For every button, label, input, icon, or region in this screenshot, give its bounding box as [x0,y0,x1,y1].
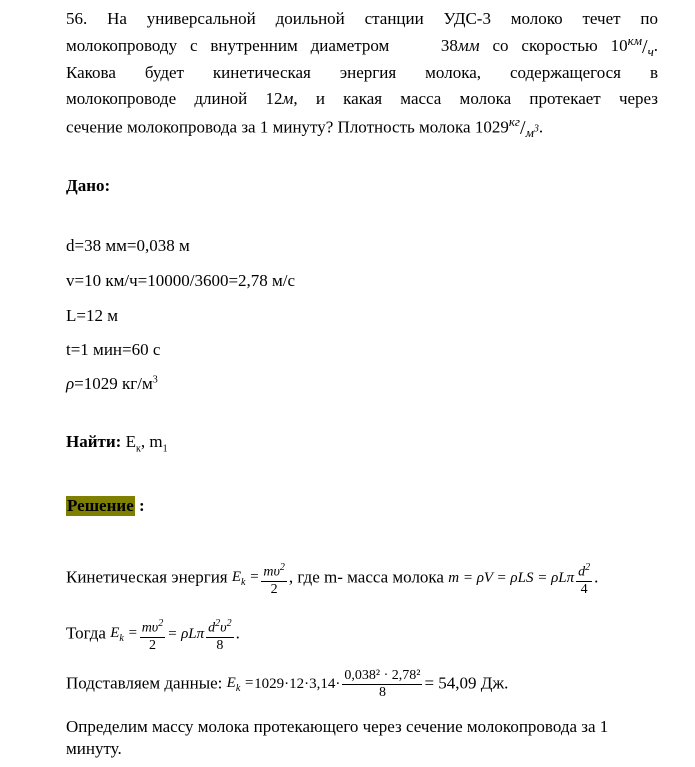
given-item: d=38 мм=0,038 м [66,236,190,255]
solution-heading: Решение [67,496,134,515]
given-item: v=10 км/ч=10000/3600=2,78 м/с [66,271,296,290]
problem-line-4: молокопроводе длиной 12м, и какая масса молока протекает через [66,89,659,108]
given-density: ρ=1029 $кг/м^3$ [66,374,158,393]
final-paragraph: Определим массу молока протекающего через сечение молокопровода за 1 минуту. [66,717,609,758]
then-line: Тогда $E_k$ = $\frac{m\upsilon^2}{2}$ = ρLπ $\frac{d^2\upsilon^2}{8}$ . [66,618,240,653]
document-page: 56. На универсальной доильной станции УДС-3 молоко течет по молокопроводу с внутренним диаметром 38мм со скоростью 10км/ч. Какова будет кинетическая энергия молока, содержащегося в молокопроводе длиной 12м, и какая масса молока протекает через сечение молокопровода за 1 минуту? Плотность молока $1029кг/м^3$. Дано: d=38 мм=0,038 м v=10 км/ч=10000/3600=2,78 м/с L=12 м t=1 мин=60 с ρ=1029 $кг/м^3$ Найти: $E_к$, $m_1$ Решение : Кинетическая энергия $E_k$ = $\frac{m\upsilon^2}{2}$ , где m- масса молока m = ρV = ρLS = ρLπ $\frac{d^2}{4}$ . Тогда $E_k$ = $\frac{m\upsilon^2}{2}$ = ρLπ $\frac{d^2\upsilon^2}{8}$ . Подставляем данные: $E_k =1029\cdot 12\cdot 3,14\cdot$ $\frac{\text{0,038² · 2,78²}}{8}$ = 54,09 Дж. Определим массу молока протекающего через сечение молокопровода за 1 минуту. [0,0,695,767]
kinetic-energy-line: Кинетическая энергия $E_k$ = $\frac{m\upsilon^2}{2}$ , где m- масса молока m = ρV = ρLS = ρLπ $\frac{d^2}{4}$ . [66,562,599,597]
problem-line-1: 56. На универсальной доильной станции УДС-3 молоко течет по [66,9,658,28]
problem-line-5: сечение молокопровода за 1 минуту? Плотность молока $1029кг/м^3$. [66,112,658,141]
find-line: Найти: $E_к$, $m_1$ [66,432,168,455]
problem-line-2: молокопроводу с внутренним диаметром 38мм со скоростью 10км/ч. [66,33,659,59]
speed-unit-fraction: км/ч [627,33,654,59]
given-heading: Дано: [66,176,111,195]
given-item: t=1 мин=60 с [66,340,161,359]
substitution-line: Подставляем данные: $E_k =1029\cdot 12\cdot 3,14\cdot$ $\frac{\text{0,038² · 2,78²}}{8}$ = 54,09 Дж. [66,668,509,700]
problem-statement [66,6,658,141]
problem-line-3: Какова будет кинетическая энергия молока, содержащегося в [66,63,658,82]
given-item: L=12 м [66,306,118,325]
density-unit-fraction: $кг/м^3$ [508,114,539,141]
